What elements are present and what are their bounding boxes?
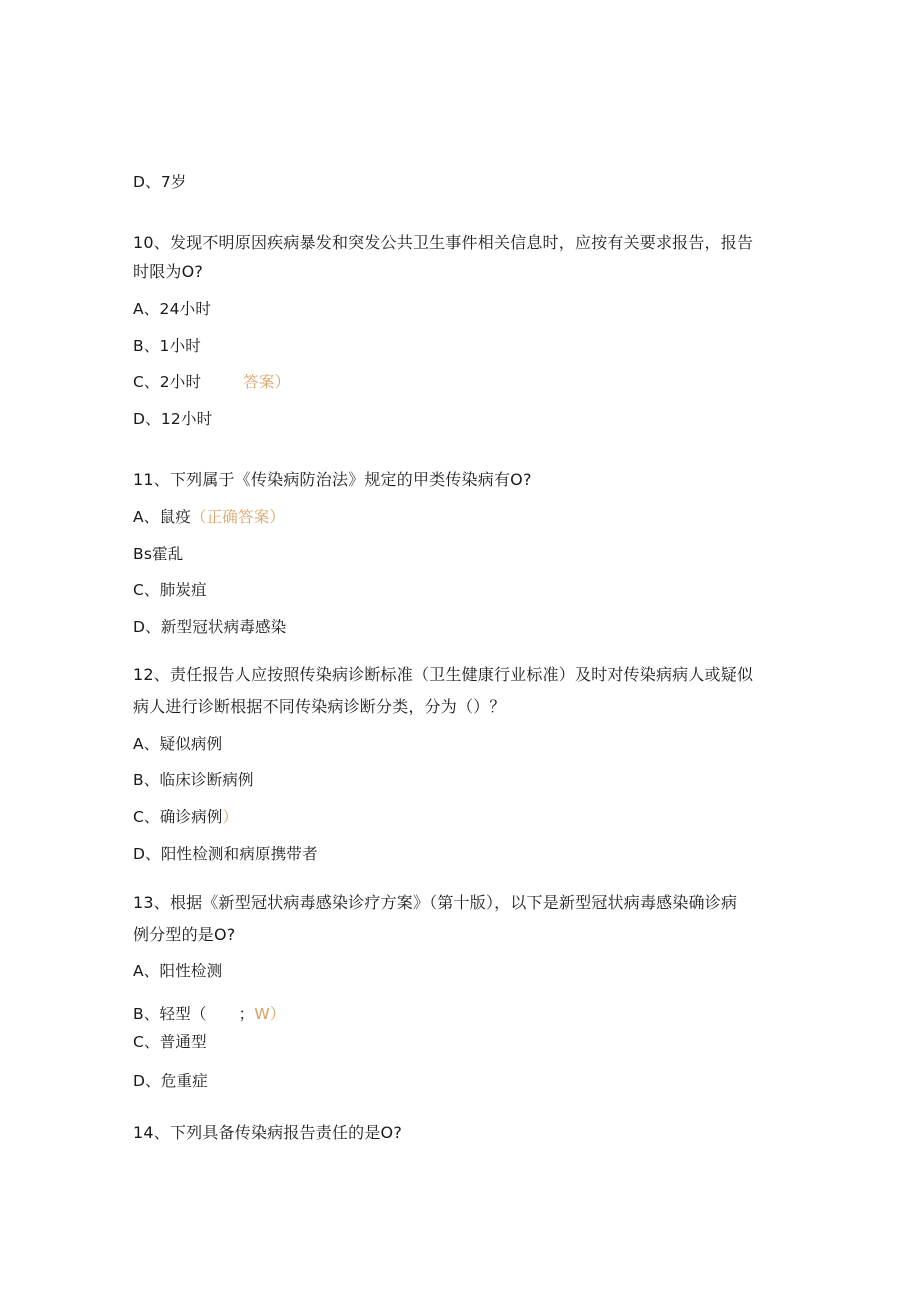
option-text: A、鼠疫 (133, 508, 191, 526)
option-q11-b (133, 544, 184, 564)
option-text: B、轻型（ (133, 1005, 207, 1023)
option-q12-c (133, 807, 238, 827)
option-q13-a (133, 961, 222, 981)
option-text: D、12小时 (133, 410, 213, 428)
option-q12-d (133, 844, 318, 864)
question-text: 11、下列属于《传染病防治法》规定的甲类传染病有O? (133, 470, 532, 489)
option-text: Bs霍乱 (133, 545, 184, 563)
option-q9-d (133, 172, 187, 192)
option-text-fragment: ； (238, 1005, 255, 1023)
option-text: A、疑似病例 (133, 735, 223, 753)
option-q10-a (133, 299, 211, 319)
option-text: B、1小时 (133, 337, 201, 355)
option-q13-b (133, 1004, 286, 1024)
option-text: D、危重症 (133, 1072, 208, 1090)
answer-note: ） (222, 808, 239, 826)
option-q10-c (133, 372, 290, 392)
option-text: C、肺炭疽 (133, 581, 207, 599)
question-text: 12、责任报告人应按照传染病诊断标准（卫生健康行业标准）及时对传染病病人或疑似 (133, 665, 754, 684)
answer-note: W） (254, 1005, 286, 1023)
option-q12-b (133, 770, 254, 790)
option-q13-d (133, 1071, 208, 1091)
answer-note: （正确答案） (190, 508, 286, 526)
option-q11-a (133, 507, 285, 527)
question-13-line-1 (133, 893, 737, 913)
option-text: D、新型冠状病毒感染 (133, 618, 287, 636)
option-q11-d (133, 617, 286, 637)
option-text: C、确诊病例 (133, 808, 223, 826)
option-text: C、2小时 (133, 373, 202, 391)
answer-note: 答案） (243, 373, 291, 391)
option-text: D、阳性检测和病原携带者 (133, 845, 318, 863)
option-q11-c (133, 580, 207, 600)
question-10-line-2 (133, 262, 203, 282)
option-q12-a (133, 734, 222, 754)
question-text: 例分型的是O? (133, 925, 236, 944)
option-text: A、24小时 (133, 300, 212, 318)
option-q13-c (133, 1032, 207, 1052)
question-text: 10、发现不明原因疾病暴发和突发公共卫生事件相关信息时，应按有关要求报告，报告 (133, 233, 754, 252)
question-text: 13、根据《新型冠状病毒感染诊疗方案》（第十版），以下是新型冠状病毒感染确诊病 (133, 893, 738, 912)
question-text: 时限为O? (133, 262, 204, 281)
question-12-line-1 (133, 665, 753, 685)
question-12-line-2 (133, 697, 506, 717)
option-text: A、阳性检测 (133, 962, 223, 980)
option-text: D、7岁 (133, 173, 187, 191)
option-q10-b (133, 336, 201, 356)
question-text: 病人进行诊断根据不同传染病诊断分类，分为（）？ (133, 697, 506, 716)
option-text: C、普通型 (133, 1033, 207, 1051)
question-14 (133, 1123, 402, 1143)
option-text: B、临床诊断病例 (133, 771, 254, 789)
question-13-line-2 (133, 925, 236, 945)
question-10-line-1 (133, 233, 753, 253)
option-q10-d (133, 409, 212, 429)
question-11 (133, 470, 532, 490)
question-text: 14、下列具备传染病报告责任的是O? (133, 1123, 403, 1142)
